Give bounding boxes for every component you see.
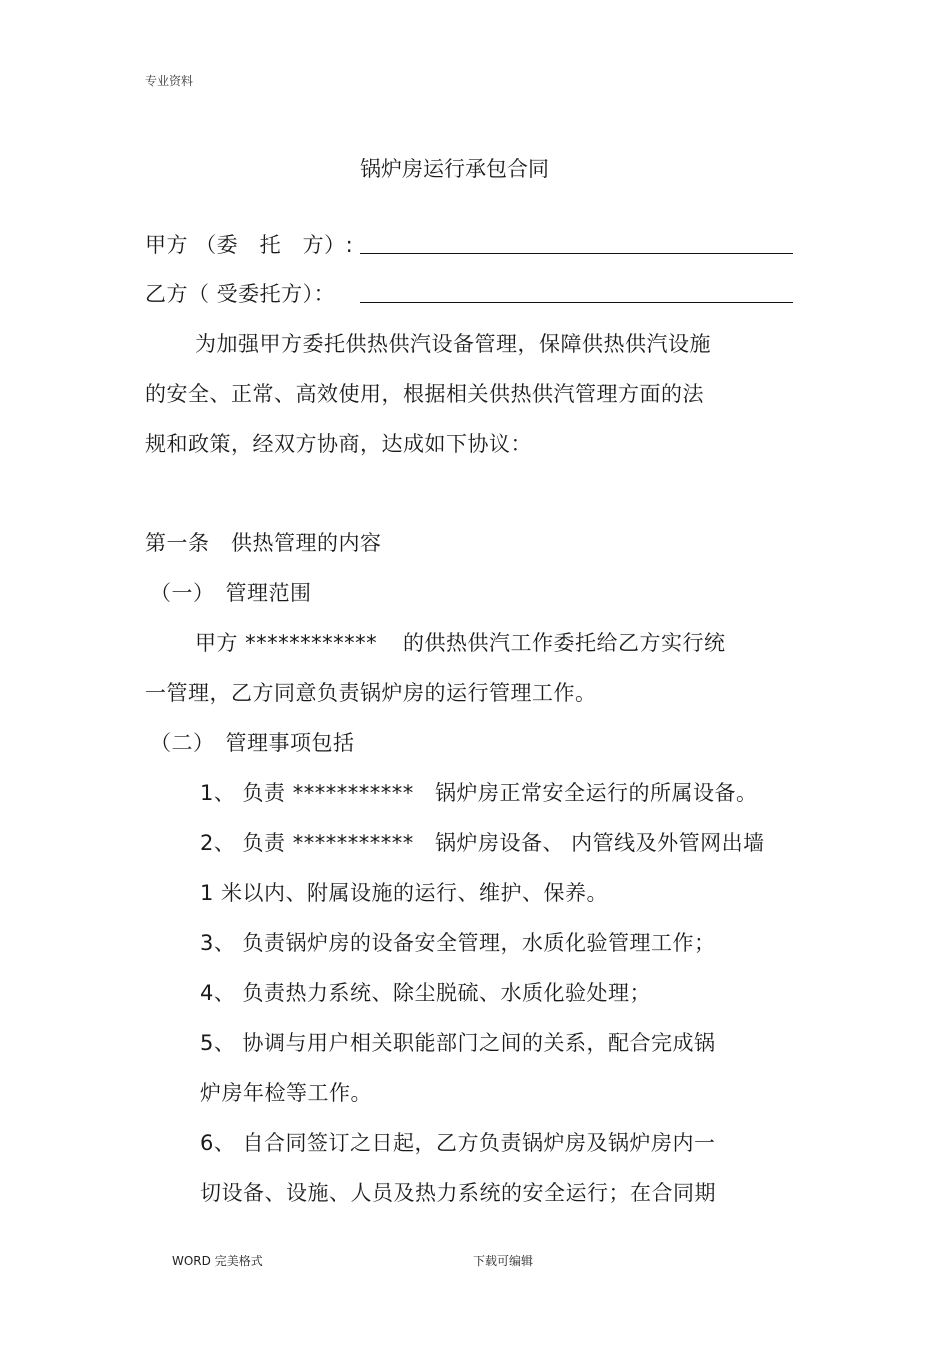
intro-line-1: 为加强甲方委托供热供汽设备管理，保障供热供汽设施	[195, 332, 711, 356]
list-item-2a: 2、 负责 ***********	[200, 831, 414, 855]
party-a-blank-line	[360, 253, 793, 254]
intro-line-3: 规和政策，经双方协商，达成如下协议：	[145, 432, 532, 456]
section-1-line-1a: 甲方 ************	[195, 631, 378, 655]
article-1-heading: 第一条 供热管理的内容	[145, 531, 382, 555]
list-item-5-continued: 炉房年检等工作。	[200, 1081, 372, 1105]
page-header-label: 专业资料	[145, 74, 194, 88]
footer-left-label: WORD 完美格式	[172, 1254, 263, 1268]
list-item-1b: 锅炉房正常安全运行的所属设备。	[435, 781, 758, 805]
list-item-6-continued: 切设备、设施、人员及热力系统的安全运行；在合同期	[200, 1181, 716, 1205]
party-a-label: 甲方 （委 托 方）:	[145, 233, 354, 257]
list-item-3: 3、 负责锅炉房的设备安全管理，水质化验管理工作；	[200, 931, 716, 955]
section-1-heading: （一） 管理范围	[150, 581, 312, 605]
intro-line-2: 的安全、正常、高效使用，根据相关供热供汽管理方面的法	[145, 382, 704, 406]
document-title: 锅炉房运行承包合同	[360, 157, 549, 181]
party-b-blank-line	[360, 302, 793, 303]
section-1-line-1b: 的供热供汽工作委托给乙方实行统	[403, 631, 726, 655]
list-item-5: 5、 协调与用户相关职能部门之间的关系，配合完成锅	[200, 1031, 716, 1055]
list-item-2b: 锅炉房设备、 内管线及外管网出墙	[435, 831, 765, 855]
footer-right-label: 下载可编辑	[473, 1254, 534, 1268]
list-item-1a: 1、 负责 ***********	[200, 781, 414, 805]
list-item-6: 6、 自合同签订之日起，乙方负责锅炉房及锅炉房内一	[200, 1131, 716, 1155]
party-b-label: 乙方（ 受委托方）：	[145, 282, 336, 306]
list-item-2-continued: 1 米以内、附属设施的运行、维护、保养。	[200, 881, 609, 905]
list-item-4: 4、 负责热力系统、除尘脱硫、水质化验处理；	[200, 981, 652, 1005]
section-2-heading: （二） 管理事项包括	[150, 731, 355, 755]
section-1-line-2: 一管理，乙方同意负责锅炉房的运行管理工作。	[145, 681, 597, 705]
